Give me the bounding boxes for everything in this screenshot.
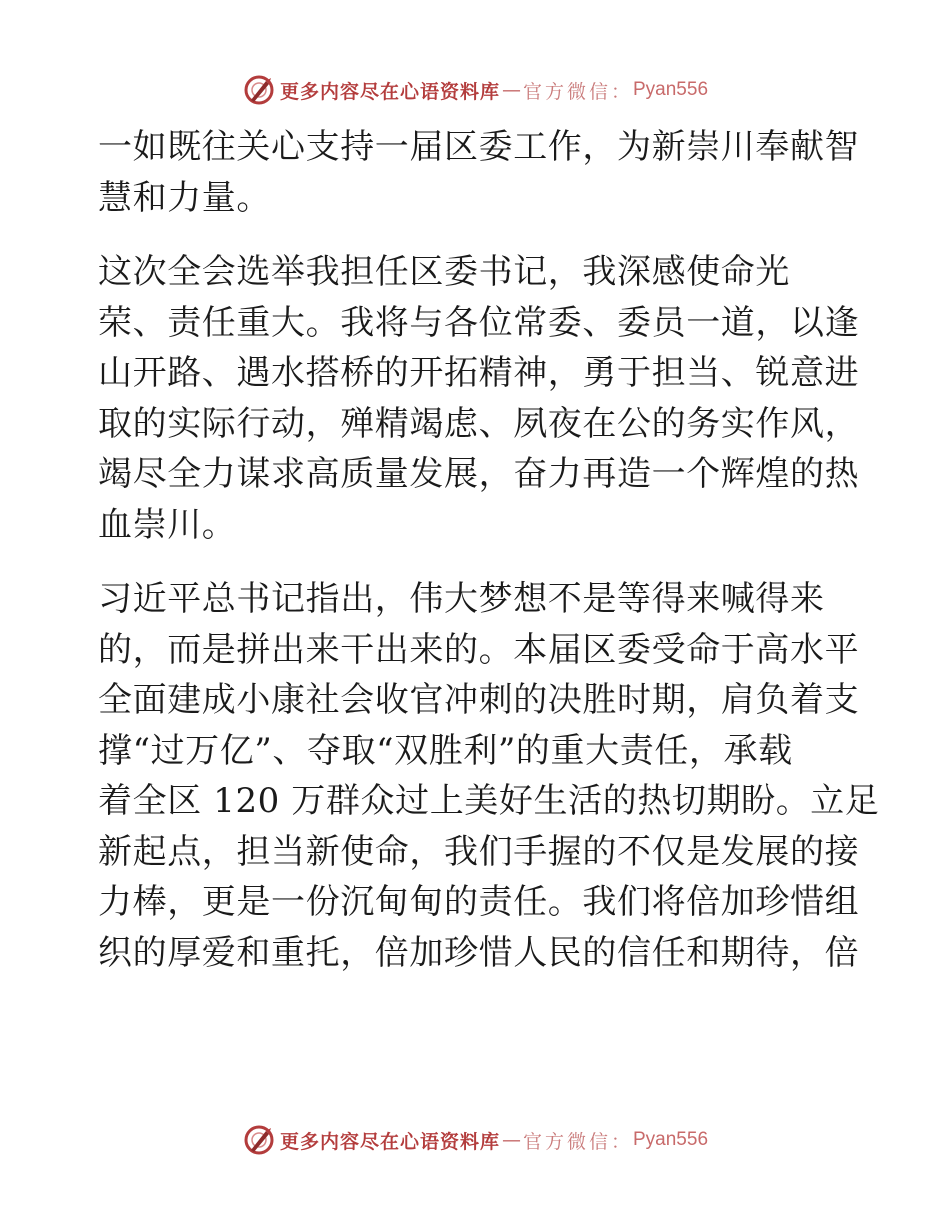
text-line: 撑“过万亿”、夺取“双胜利”的重大责任，承载 <box>98 730 793 771</box>
text-line: 新起点，担当新使命，我们手握的不仅是发展的接 <box>98 831 860 872</box>
paragraph-1 <box>98 122 858 223</box>
pen-logo-icon <box>242 1123 276 1157</box>
watermark-dash: — <box>501 79 521 101</box>
watermark-wechat-id: Pyan556 <box>633 1129 709 1150</box>
header-watermark <box>0 70 950 110</box>
paragraph-2 <box>98 247 858 550</box>
text-line: 的，而是拼出来干出来的。本届区委受命于高水平 <box>98 629 860 670</box>
text-line: 着全区 120 万群众过上美好生活的热切期盼。立足 <box>98 781 880 821</box>
text-line: 这次全会选举我担任区委书记，我深感使命光 <box>98 252 790 292</box>
text-line: 取的实际行动，殚精竭虑、夙夜在公的务实作风， <box>98 403 860 444</box>
watermark-main-text: 更多内容尽在心语资料库 <box>279 1130 500 1153</box>
text-line: 山开路、遇水搭桥的开拓精神，勇于担当、锐意进 <box>98 353 860 393</box>
footer-watermark <box>0 1120 950 1160</box>
paragraph-3 <box>98 574 880 978</box>
watermark-main-text: 更多内容尽在心语资料库 <box>279 80 500 103</box>
text-line: 全面建成小康社会收官冲刺的决胜时期，肩负着支 <box>98 680 860 720</box>
text-line: 荣、责任重大。我将与各位常委、委员一道，以逢 <box>98 302 860 343</box>
watermark-sub-text: 官方微信： <box>522 1130 633 1153</box>
text-line: 习近平总书记指出，伟大梦想不是等得来喊得来 <box>98 579 825 619</box>
watermark-dash: — <box>501 1129 521 1151</box>
watermark-wechat-id: Pyan556 <box>633 79 709 100</box>
text-line: 慧和力量。 <box>98 177 271 218</box>
watermark-sub-text: 官方微信： <box>522 80 633 103</box>
text-line: 血崇川。 <box>98 504 237 545</box>
pen-logo-icon <box>242 73 276 107</box>
document-body <box>98 122 880 978</box>
text-line: 一如既往关心支持一届区委工作，为新崇川奉献智 <box>98 127 860 167</box>
text-line: 织的厚爱和重托，倍加珍惜人民的信任和期待，倍 <box>98 932 860 973</box>
text-line: 力棒，更是一份沉甸甸的责任。我们将倍加珍惜组 <box>98 882 860 922</box>
text-line: 竭尽全力谋求高质量发展，奋力再造一个辉煌的热 <box>98 454 860 494</box>
